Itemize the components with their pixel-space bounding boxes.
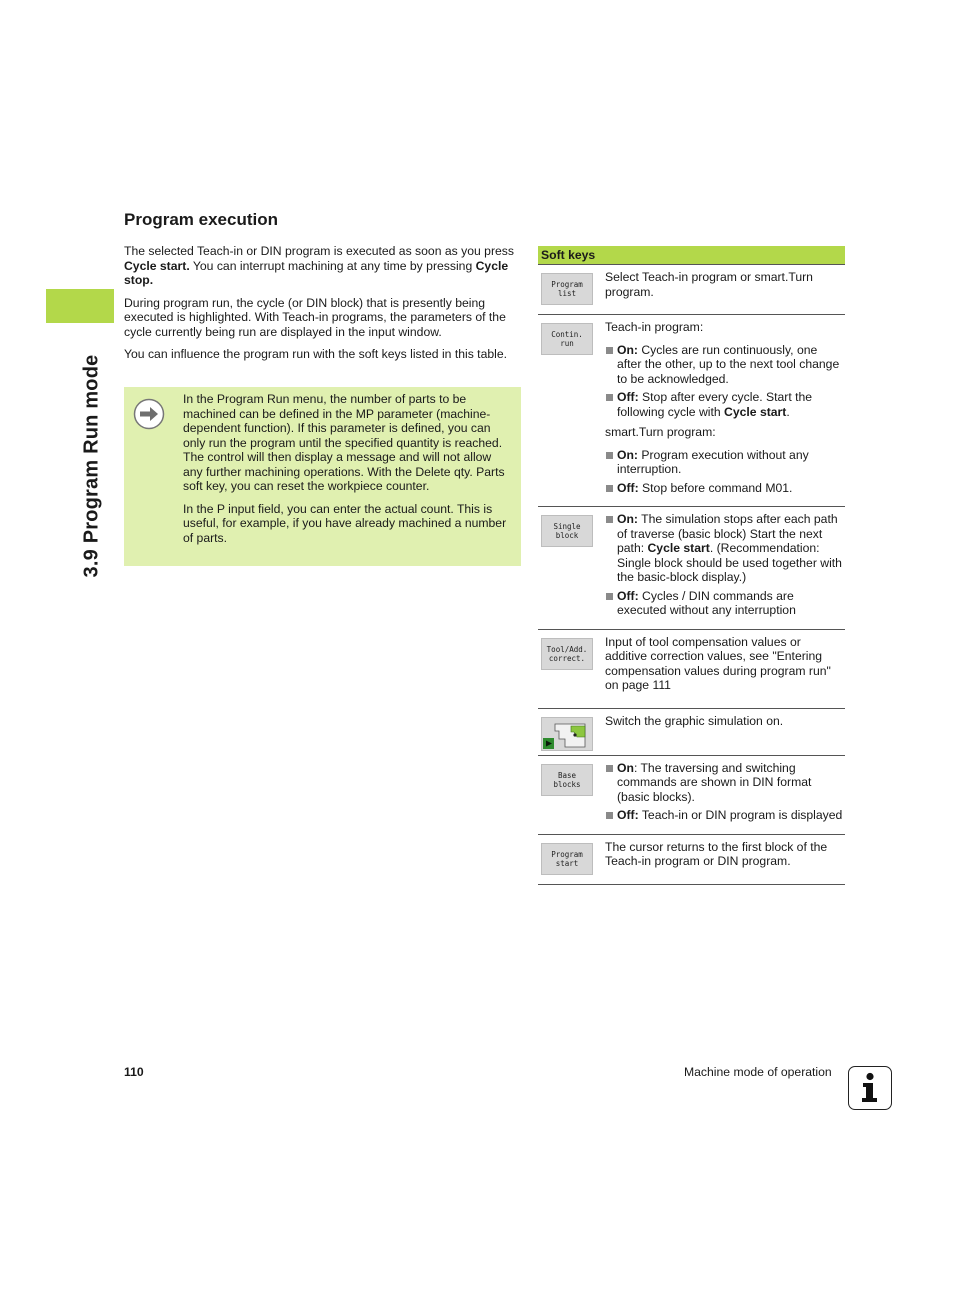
softkey-description	[605, 270, 845, 299]
bullet-item	[605, 808, 845, 823]
bold-text: Cycle start.	[124, 258, 190, 273]
text-run: . (Recommendation: Single block should be used together with the basic-block display.)	[617, 541, 842, 584]
bullet-item	[605, 761, 845, 805]
softkey-button[interactable]: Base blocks	[541, 764, 593, 796]
description-text	[605, 320, 845, 335]
bullet-item	[605, 589, 845, 618]
softkey-description	[605, 320, 845, 495]
text-run: Teach-in or DIN program is displayed	[638, 808, 843, 822]
bold-text: Cycle start	[724, 404, 787, 419]
softkey-table-header: Soft keys	[538, 246, 845, 265]
softkey-button[interactable]: Tool/Add. correct.	[541, 638, 593, 670]
bold-text: Off:	[617, 588, 639, 603]
softkey-button[interactable]: Contin. run	[541, 323, 593, 355]
text-run: : The traversing and switching commands are shown in DIN format (basic blocks).	[617, 760, 812, 804]
body-paragraph	[124, 347, 521, 362]
softkey-description	[605, 714, 845, 729]
softkey-row	[538, 709, 845, 756]
bullet-item	[605, 481, 845, 496]
description-text	[605, 635, 845, 693]
text-run: The selected Teach-in or DIN program is executed as soon as you press	[124, 244, 514, 258]
text-run: Input of tool compensation values or additive correction values, see "Entering compensation values during program run" on page 111	[605, 634, 831, 692]
bold-text: On:	[617, 512, 638, 526]
text-run: During program run, the cycle (or DIN block) that is presently being executed is highlighted. With Teach-in programs, the parameters of the cycle currently being run are displayed in the input window.	[124, 295, 506, 339]
softkey-row	[538, 756, 845, 835]
text-run: Cycles / DIN commands are executed without any interruption	[617, 588, 796, 617]
text-run: Program execution without any interruption.	[617, 447, 809, 476]
bold-text: Off:	[617, 480, 639, 495]
text-run: Stop after every cycle. Start the following cycle with	[617, 390, 813, 419]
softkey-row	[538, 835, 845, 885]
description-text	[605, 714, 845, 729]
note-paragraph: In the Program Run menu, the number of parts to be machined can be defined in the MP parameter (machine-dependent function). If this parameter is defined, you can only run the program until the specified quantity is reached. The control will then display a message and will not allow any further machining operations. With the Delete qty. Parts soft key, you can reset the workpiece counter.	[183, 392, 505, 493]
arrow-right-icon	[133, 398, 165, 430]
bold-text: Cycle start	[647, 541, 710, 555]
bullet-item	[605, 343, 845, 387]
text-run: smart.Turn program:	[605, 425, 716, 439]
softkey-table	[538, 246, 845, 885]
note-paragraph: In the P input field, you can enter the actual count. This is useful, for example, if you have already machined a number of parts.	[183, 501, 507, 545]
chapter-tab-marker	[46, 289, 114, 323]
text-run: Teach-in program:	[605, 320, 704, 334]
text-run: Select Teach-in program or smart.Turn program.	[605, 270, 813, 299]
page-number: 110	[124, 1065, 144, 1079]
bold-text: On:	[617, 342, 638, 357]
bullet-item	[605, 448, 845, 477]
softkey-button[interactable]: Single block	[541, 515, 593, 547]
bold-text: On	[617, 760, 634, 775]
body-paragraph	[124, 244, 521, 288]
subheading-text	[605, 425, 845, 440]
softkey-button[interactable]: Program list	[541, 273, 593, 305]
softkey-row	[538, 265, 845, 315]
chapter-footer: Machine mode of operation	[684, 1065, 832, 1079]
text-run: Stop before command M01.	[638, 480, 793, 495]
text-run: The cursor returns to the first block of the Teach-in program or DIN program.	[605, 839, 828, 868]
text-run: Cycles are run continuously, one after the other, up to the next tool change to be acknowledged.	[617, 342, 840, 386]
bold-text: Cycle stop.	[124, 258, 509, 287]
softkey-row	[538, 315, 845, 507]
note-text	[183, 392, 511, 553]
softkey-row	[538, 630, 845, 709]
body-paragraph	[124, 296, 521, 340]
softkey-description	[605, 840, 845, 869]
chapter-title: 3.9 Program Run mode	[80, 354, 103, 578]
text-run: .	[786, 404, 790, 419]
description-text	[605, 270, 845, 299]
softkey-description	[605, 635, 845, 693]
info-icon	[848, 1066, 892, 1110]
description-text	[605, 840, 845, 869]
bold-text: Off:	[617, 808, 639, 822]
text-run: The simulation stops after each path of traverse (basic block) Start the next path:	[617, 512, 838, 555]
body-text	[124, 244, 521, 370]
softkey-description	[605, 512, 845, 618]
softkey-button[interactable]: Program start	[541, 843, 593, 875]
text-run: You can interrupt machining at any time by pressing	[189, 258, 476, 273]
bullet-item	[605, 512, 845, 585]
text-run: Switch the graphic simulation on.	[605, 713, 784, 728]
text-run: You can influence the program run with the soft keys listed in this table.	[124, 347, 507, 361]
graphic-simulation-icon[interactable]	[541, 717, 593, 751]
section-title: Program execution	[124, 210, 278, 229]
softkey-description	[605, 761, 845, 823]
bullet-item	[605, 390, 845, 419]
note-box	[124, 387, 521, 566]
bold-text: On:	[617, 447, 638, 462]
bold-text: Off:	[617, 390, 639, 404]
softkey-row	[538, 507, 845, 630]
